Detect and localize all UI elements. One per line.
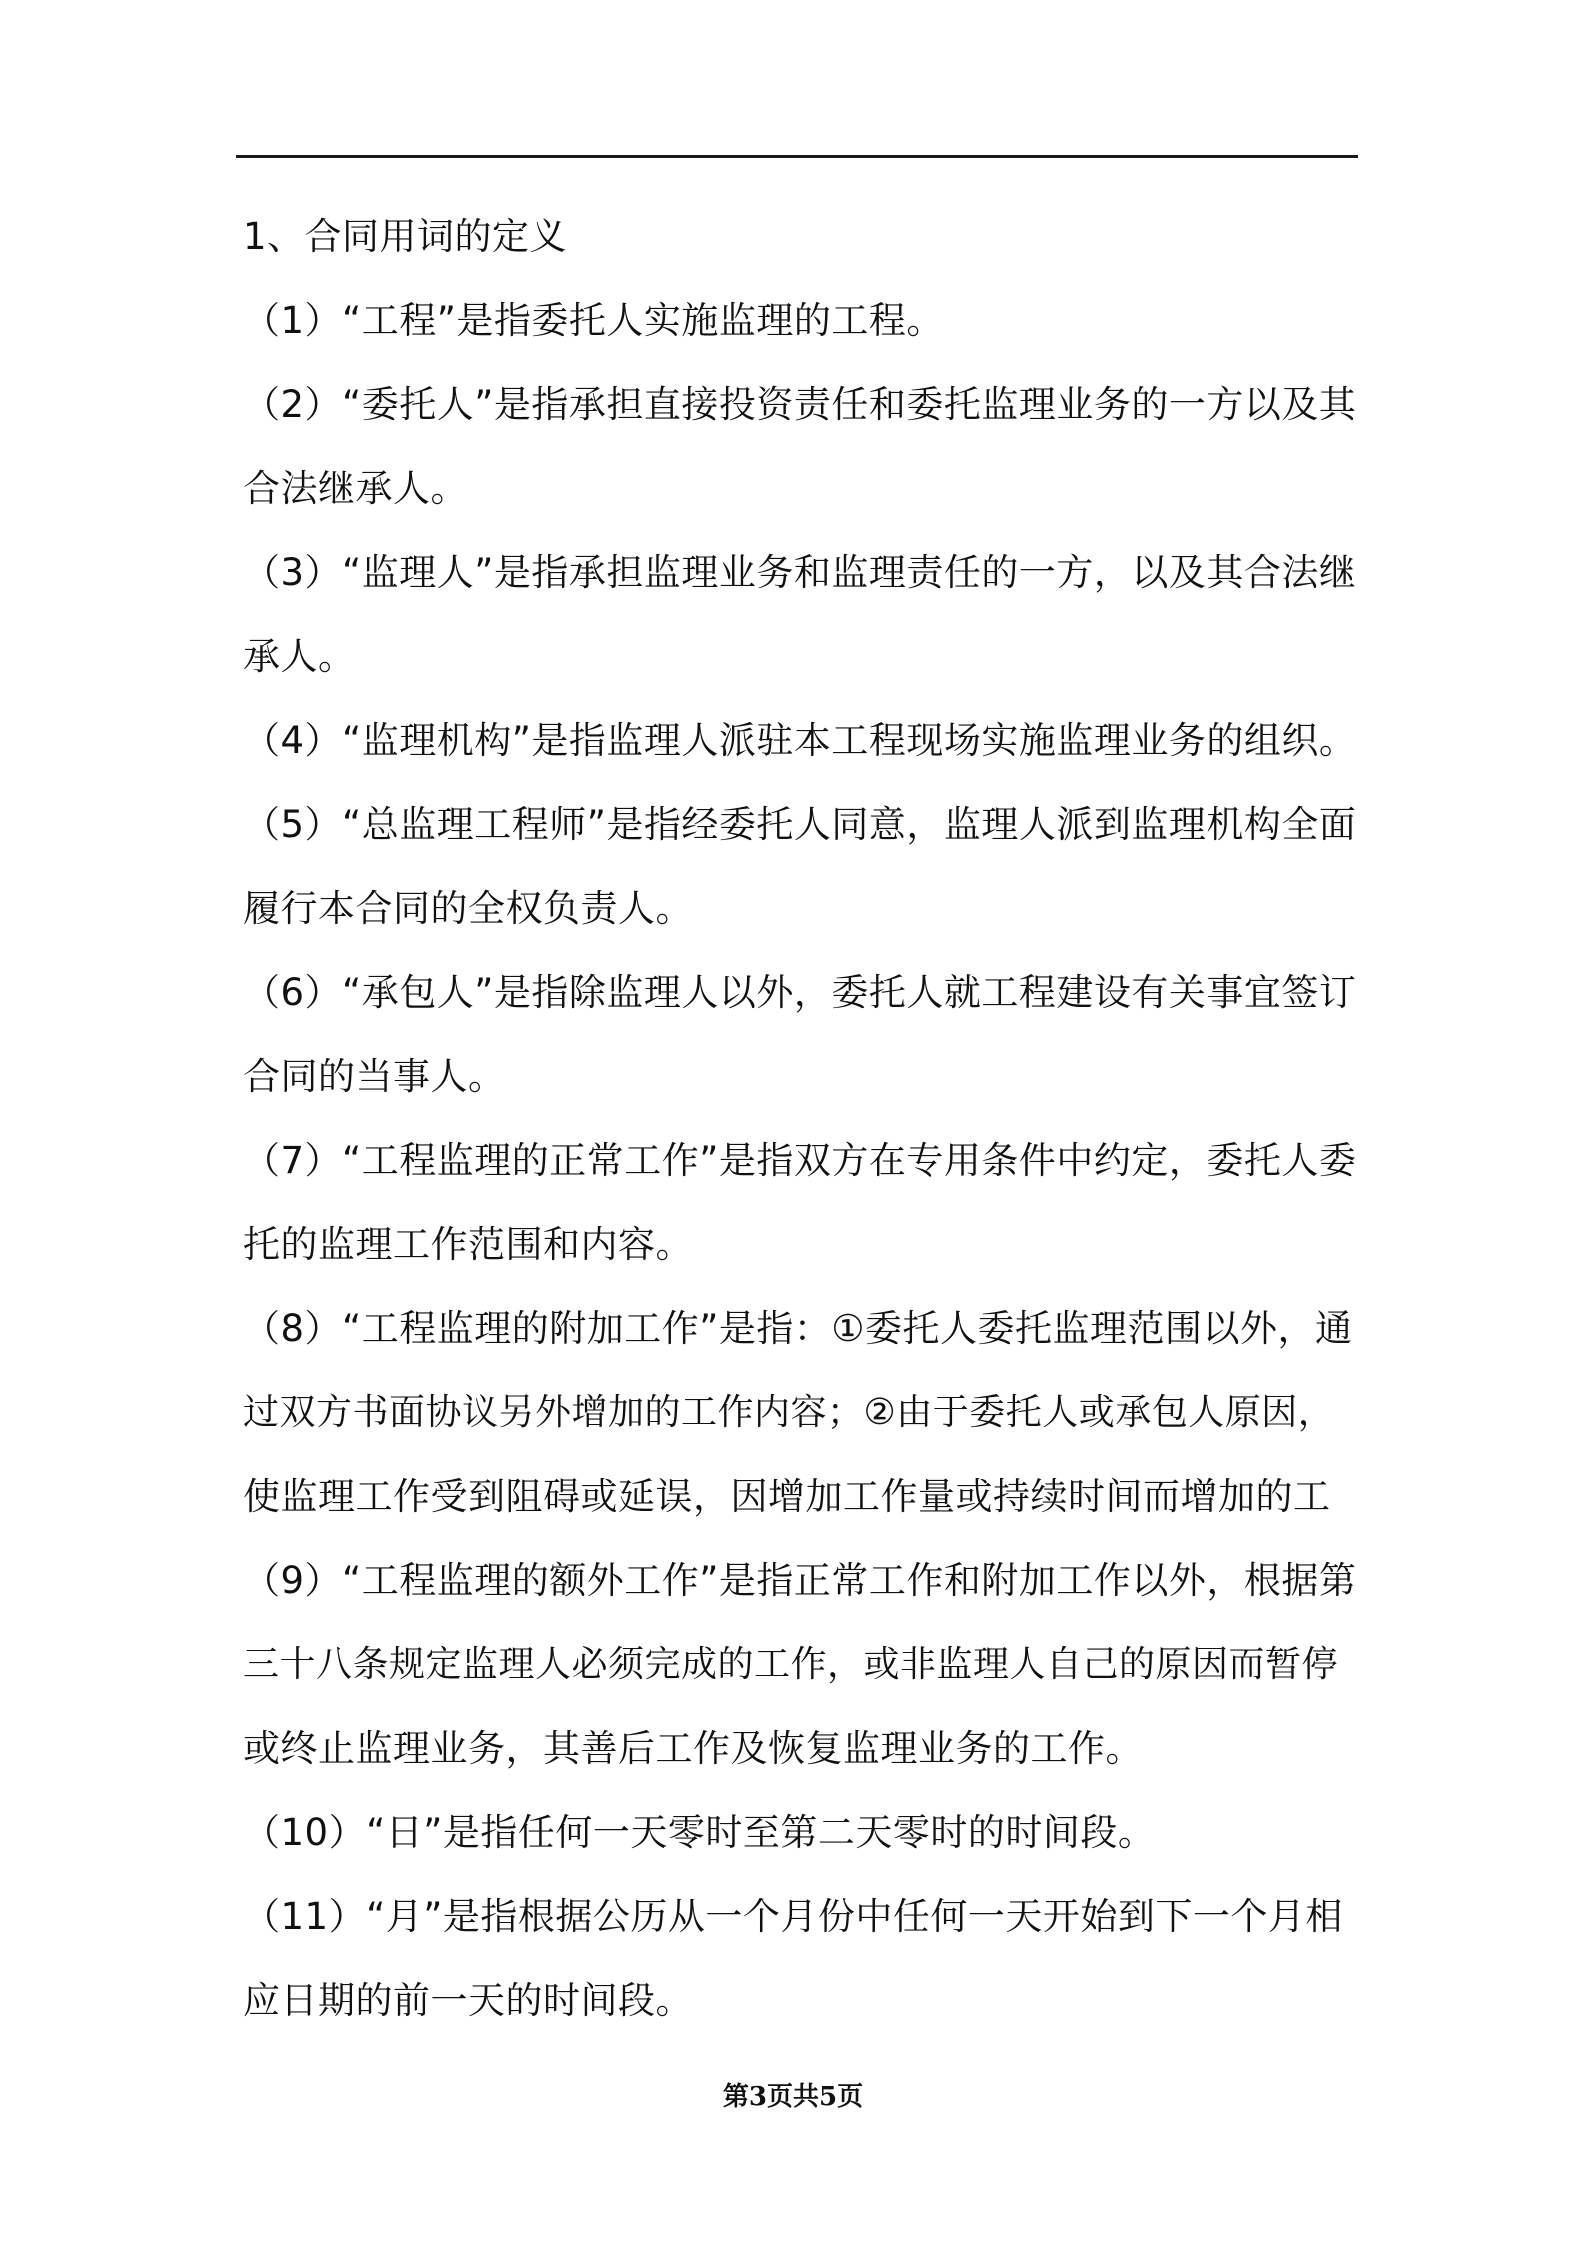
text-line: 履行本合同的全权负责人。 (243, 887, 693, 930)
header-rule (236, 155, 1358, 158)
text-line: （11）“月”是指根据公历从一个月份中任何一天开始到下一个月相 (243, 1895, 1343, 1938)
text-line: （9）“工程监理的额外工作”是指正常工作和附加工作以外，根据第 (243, 1559, 1357, 1602)
text-line: 承人。 (243, 635, 356, 678)
text-line: 三十八条规定监理人必须完成的工作，或非监理人自己的原因而暂停 (243, 1644, 1339, 1685)
text-line: 应日期的前一天的时间段。 (243, 1979, 693, 2022)
text-line: （1）“工程”是指委托人实施监理的工程。 (243, 299, 944, 342)
text-line: （6）“承包人”是指除监理人以外，委托人就工程建设有关事宜签订 (243, 971, 1357, 1014)
text-line: （4）“监理机构”是指监理人派驻本工程现场实施监理业务的组织。 (243, 719, 1357, 762)
section-heading: 1、合同用词的定义 (243, 215, 568, 258)
text-line: 过双方书面协议另外增加的工作内容；②由于委托人或承包人原因， (243, 1392, 1335, 1433)
text-line: 使监理工作受到阻碍或延误，因增加工作量或持续时间而增加的工 (243, 1475, 1331, 1518)
text-line: （3）“监理人”是指承担监理业务和监理责任的一方，以及其合法继 (243, 551, 1357, 594)
text-line: （7）“工程监理的正常工作”是指双方在专用条件中约定，委托人委 (243, 1139, 1357, 1182)
document-body (243, 195, 1361, 2043)
text-line: 或终止监理业务，其善后工作及恢复监理业务的工作。 (243, 1727, 1143, 1770)
text-line: 托的监理工作范围和内容。 (243, 1223, 693, 1266)
text-line: （10）“日”是指任何一天零时至第二天零时的时间段。 (243, 1811, 1156, 1854)
text-line: 合法继承人。 (243, 467, 468, 510)
text-line: （5）“总监理工程师”是指经委托人同意，监理人派到监理机构全面 (243, 803, 1357, 846)
text-line: （2）“委托人”是指承担直接投资责任和委托监理业务的一方以及其 (243, 383, 1357, 426)
text-line: （8）“工程监理的附加工作”是指：①委托人委托监理范围以外，通 (243, 1307, 1353, 1350)
text-line: 合同的当事人。 (243, 1055, 506, 1098)
page-number-footer: 第3页共5页 (722, 2082, 864, 2112)
